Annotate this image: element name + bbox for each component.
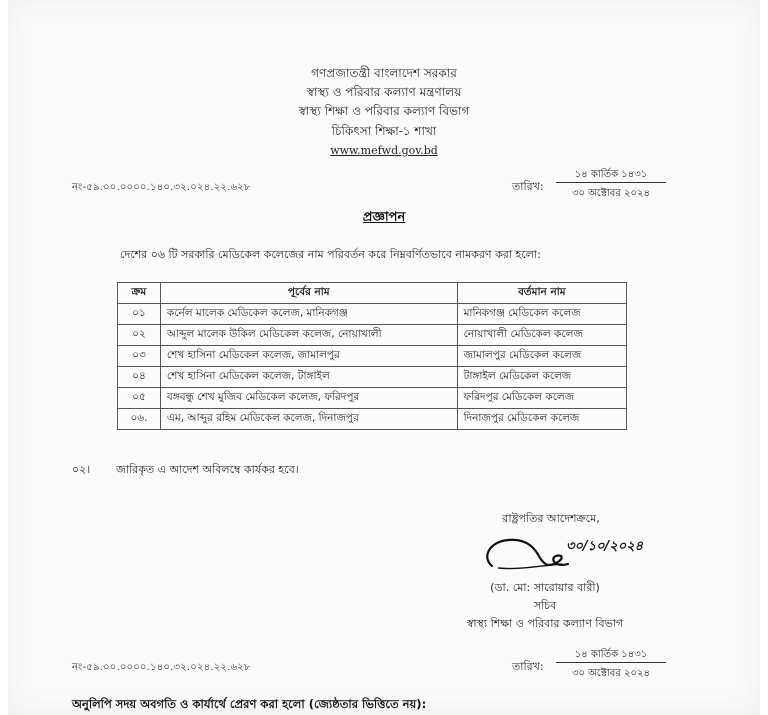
notification-title: প্রজ্ঞাপন: [362, 210, 406, 225]
row-serial: ০৪: [118, 367, 161, 388]
intro-text: দেশের ০৬ টি সরকারি মেডিকেল কলেজের নাম পরিবর্তন করে নিম্নবর্ণিতভাবে নামকরণ করা হলো:: [120, 248, 541, 261]
header-old-name: পূর্বের নাম: [160, 283, 457, 304]
secretary-designation: সচিব: [533, 599, 557, 612]
row-old-name: শেখ হাসিনা মেডিকেল কলেজ, জামালপুর: [160, 346, 457, 367]
date-divider: [556, 182, 666, 183]
branch-name: চিকিৎসা শিক্ষা-১ শাখা: [331, 124, 437, 138]
row-serial: ০৩: [118, 346, 161, 367]
table-row: [118, 304, 627, 325]
table-row: [118, 346, 627, 367]
by-order-text: রাষ্ট্রপতির আদেশক্রমে,: [502, 512, 600, 525]
cc-heading: অনুলিপি সদয় অবগতি ও কার্যার্থে প্রেরণ করা হলো (জ্যেষ্ঠতার ভিত্তিতে নয়):: [72, 697, 427, 711]
govt-name: গণপ্রজাতন্ত্রী বাংলাদেশ সরকার: [311, 66, 457, 80]
ministry-name: স্বাস্থ্য ও পরিবার কল্যাণ মন্ত্রণালয়: [306, 85, 462, 99]
table-row: [118, 367, 627, 388]
row-serial: ০২: [118, 325, 161, 346]
row-new-name: জামালপুর মেডিকেল কলেজ: [457, 346, 626, 367]
para2-text: জারিকৃত এ আদেশ অবিলম্বে কার্যকর হবে।: [116, 463, 299, 476]
header-new-name: বর্তমান নাম: [457, 283, 626, 304]
row-new-name: নোয়াখালী মেডিকেল কলেজ: [457, 325, 626, 346]
date-bangla: ১৪ কার্তিক ১৪৩১: [574, 169, 648, 180]
row-new-name: মানিকগঞ্জ মেডিকেল কলেজ: [457, 304, 626, 325]
copy-date-bangla: ১৪ কার্তিক ১৪৩১: [574, 649, 648, 660]
table-header-row: [118, 283, 627, 304]
row-new-name: টাঙ্গাইল মেডিকেল কলেজ: [457, 367, 626, 388]
college-rename-table: [117, 282, 627, 430]
copy-date-divider: [556, 662, 666, 663]
copy-date-english: ৩০ অক্টোবর ২০২৪: [571, 668, 651, 679]
table-row: [118, 409, 627, 430]
row-serial: ০৫: [118, 388, 161, 409]
copy-date-label: তারিখ:: [512, 660, 544, 673]
row-serial: ০৬.: [118, 409, 161, 430]
row-old-name: কর্নেল মালেক মেডিকেল কলেজ, মানিকগঞ্জ: [160, 304, 457, 325]
division-name: স্বাস্থ্য শিক্ষা ও পরিবার কল্যাণ বিভাগ: [298, 104, 470, 118]
row-new-name: দিনাজপুর মেডিকেল কলেজ: [457, 409, 626, 430]
secretary-department: স্বাস্থ্য শিক্ষা ও পরিবার কল্যাণ বিভাগ: [466, 617, 624, 630]
row-new-name: ফরিদপুর মেডিকেল কলেজ: [457, 388, 626, 409]
memo-number: নং-৫৯.০০.০০০০.১৪০.৩২.০২৪.২২.৬২৮: [72, 182, 251, 193]
date-label: তারিখ:: [512, 180, 544, 193]
row-old-name: আব্দুল মালেক উকিল মেডিকেল কলেজ, নোয়াখালী: [160, 325, 457, 346]
row-old-name: বঙ্গবন্ধু শেখ মুজিব মেডিকেল কলেজ, ফরিদপুর: [160, 388, 457, 409]
secretary-name: (ডা. মো: সারোয়ার বারী): [490, 581, 600, 594]
row-serial: ০১: [118, 304, 161, 325]
row-old-name: এম, আব্দুর রহিম মেডিকেল কলেজ, দিনাজপুর: [160, 409, 457, 430]
website-link[interactable]: www.mefwd.gov.bd: [330, 144, 438, 157]
copy-memo-number: নং-৫৯.০০.০০০০.১৪০.৩২.০২৪.২২.৬২৮: [72, 662, 251, 673]
table-row: [118, 325, 627, 346]
date-english: ৩০ অক্টোবর ২০২৪: [571, 188, 651, 199]
signature-date-handwritten: ৩০/১০/২০২৪: [566, 539, 644, 554]
header-serial: ক্রম: [118, 283, 161, 304]
para2-number: ০২।: [72, 463, 91, 476]
row-old-name: শেখ হাসিনা মেডিকেল কলেজ, টাঙ্গাইল: [160, 367, 457, 388]
table-row: [118, 388, 627, 409]
